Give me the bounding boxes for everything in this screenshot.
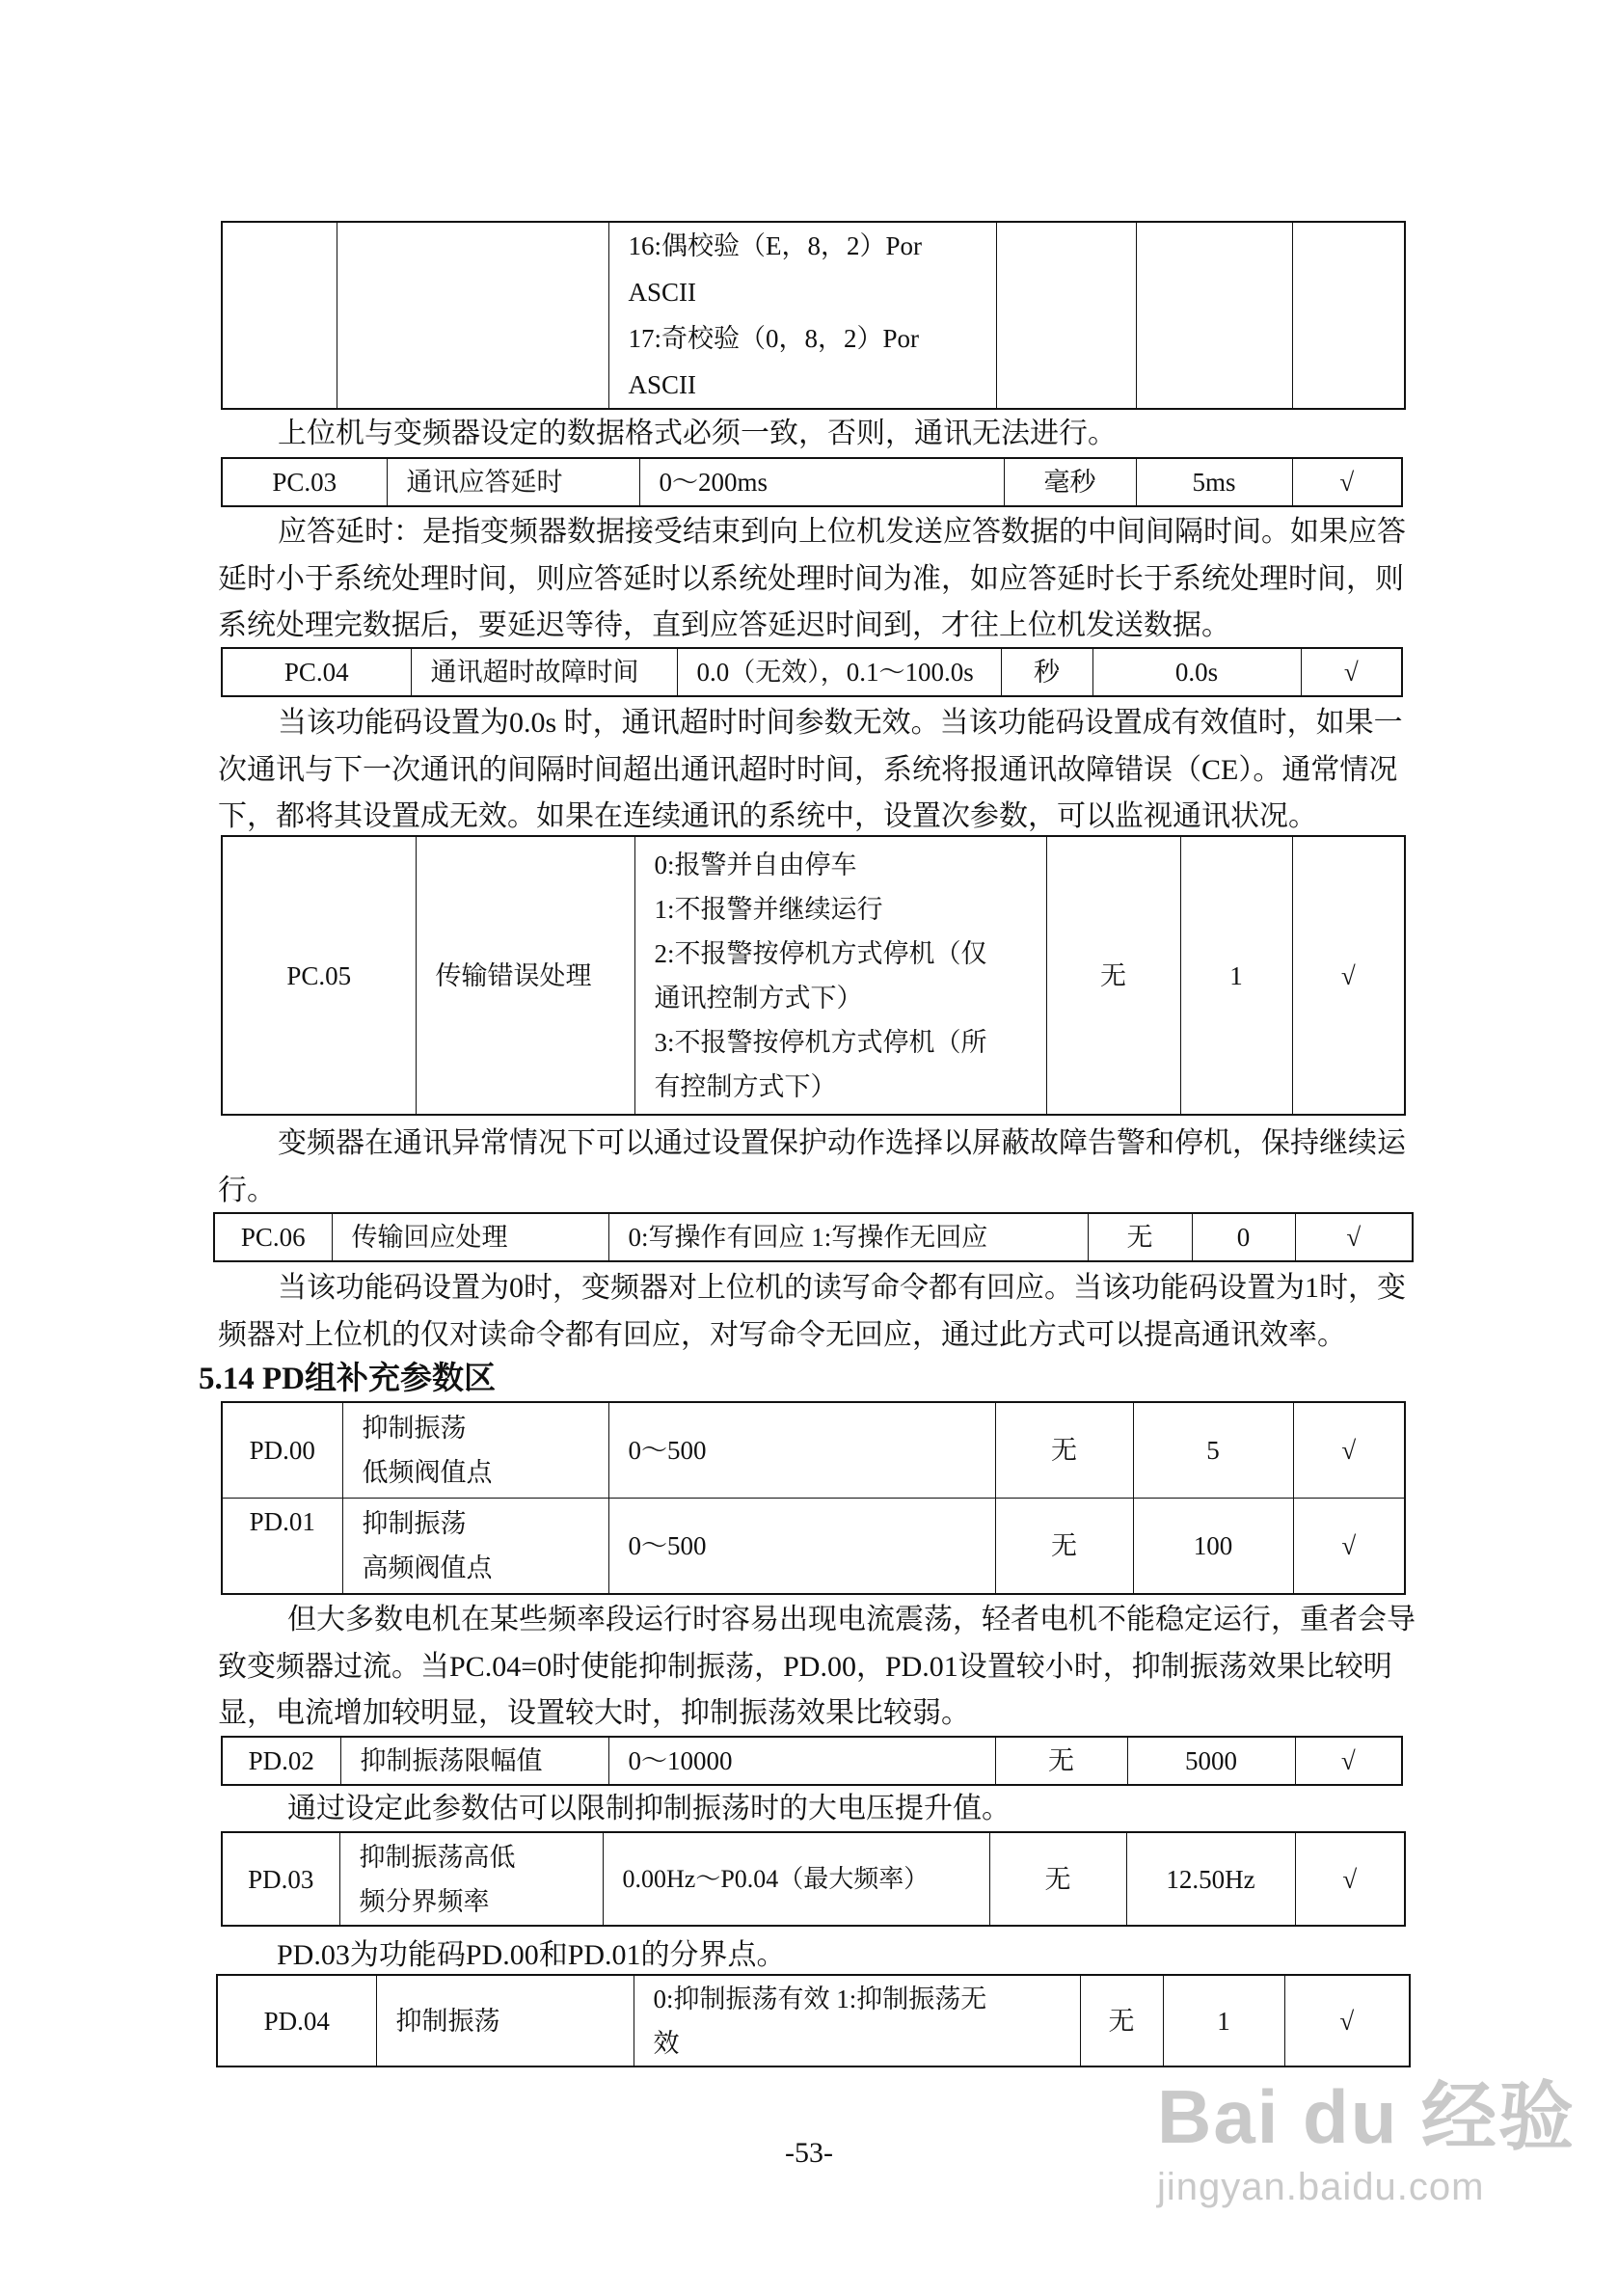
param-table-pc03 <box>221 457 1403 507</box>
text-line: 致变频器过流。当PC.04=0时使能抑制振荡，PD.00，PD.01设置较小时，抑制振荡效果比较明 <box>218 1650 1392 1683</box>
text-line: 变频器在通讯异常情况下可以通过设置保护动作选择以屏蔽故障告警和停机，保持继续运 <box>278 1127 1406 1159</box>
param-code: PC.03 <box>222 458 387 506</box>
param-code: PC.06 <box>214 1213 332 1261</box>
param-table-pc05 <box>221 835 1406 1116</box>
text-line: 上位机与变频器设定的数据格式必须一致，否则，通讯无法进行。 <box>278 418 1117 449</box>
param-range: 0～500 <box>608 1402 995 1498</box>
option-line: 1:不报警并继续运行 <box>654 894 883 924</box>
text-line: 当该功能码设置为0时，变频器对上位机的读写命令都有回应。当该功能码设置为1时，变 <box>278 1272 1406 1304</box>
param-range: 0.0（无效），0.1～100.0s <box>677 648 1001 696</box>
option-line: ASCII <box>628 278 697 307</box>
paragraph <box>218 1932 1406 1980</box>
param-code: PD.04 <box>217 1975 376 2066</box>
text-line: PD.03为功能码PD.00和PD.01的分界点。 <box>277 1939 786 1971</box>
paragraph <box>218 1786 1406 1833</box>
param-mark: √ <box>1295 1832 1405 1926</box>
param-default: 5 <box>1133 1402 1293 1498</box>
param-mark: √ <box>1293 1498 1405 1594</box>
param-mark: √ <box>1295 1737 1402 1785</box>
param-unit: 无 <box>995 1498 1133 1594</box>
cell-name <box>337 222 608 409</box>
param-code: PD.01 <box>222 1498 342 1594</box>
paragraph <box>218 411 1406 458</box>
param-unit: 无 <box>995 1737 1127 1785</box>
text-line: 应答延时：是指变频器数据接受结束到向上位机发送应答数据的中间间隔时间。如果应答 <box>278 516 1406 548</box>
param-default: 1 <box>1180 836 1292 1115</box>
param-table-pd03 <box>221 1831 1406 1927</box>
name-line: 低频阀值点 <box>362 1457 493 1487</box>
param-code: PD.03 <box>222 1832 339 1926</box>
param-name <box>342 1402 608 1498</box>
text-line: 但大多数电机在某些频率段运行时容易出现电流震荡，轻者电机不能稳定运行，重者会导 <box>287 1604 1416 1635</box>
name-line: 高频阀值点 <box>362 1553 493 1582</box>
param-name: 抑制振荡 <box>376 1975 634 2066</box>
param-range: 0～500 <box>608 1498 995 1594</box>
param-range: 0.00Hz～P0.04（最大频率） <box>603 1832 989 1926</box>
page-number: -53- <box>785 2137 833 2169</box>
param-default: 0 <box>1192 1213 1295 1261</box>
param-options <box>634 836 1046 1115</box>
cell-code <box>222 222 337 409</box>
param-table-pc04 <box>221 647 1403 697</box>
option-line: 通讯控制方式下） <box>654 983 863 1013</box>
param-code: PD.00 <box>222 1402 342 1498</box>
cell-mark <box>1292 222 1405 409</box>
option-line: 16:偶校验（E，8，2）Por <box>628 231 923 260</box>
param-code: PC.04 <box>222 648 411 696</box>
watermark-url: jingyan.baidu.com <box>1157 2166 1485 2208</box>
param-mark: √ <box>1284 1975 1410 2066</box>
param-unit: 无 <box>989 1832 1126 1926</box>
param-unit: 毫秒 <box>1004 458 1136 506</box>
param-mark: √ <box>1295 1213 1413 1261</box>
paragraph <box>218 509 1406 650</box>
param-unit: 秒 <box>1001 648 1092 696</box>
option-line: ASCII <box>628 370 697 399</box>
text-line: 通过设定此参数估可以限制抑制振荡时的大电压提升值。 <box>287 1793 1011 1824</box>
watermark-logo: Bai du 经验 <box>1157 2074 1577 2159</box>
param-unit: 无 <box>1088 1213 1192 1261</box>
param-name: 抑制振荡限幅值 <box>340 1737 608 1785</box>
cell-unit <box>996 222 1136 409</box>
param-default: 5000 <box>1127 1737 1295 1785</box>
param-mark: √ <box>1301 648 1402 696</box>
param-default: 100 <box>1133 1498 1293 1594</box>
param-unit: 无 <box>995 1402 1133 1498</box>
paragraph <box>218 700 1406 841</box>
text-line: 次通讯与下一次通讯的间隔时间超出通讯超时时间，系统将报通讯故障错误（CE）。通常情况 <box>218 753 1398 786</box>
text-line: 显，电流增加较明显，设置较大时，抑制振荡效果比较弱。 <box>218 1697 970 1729</box>
param-table-pd02 <box>221 1736 1403 1786</box>
paragraph <box>218 1265 1406 1359</box>
param-name: 通讯超时故障时间 <box>411 648 677 696</box>
name-line: 抑制振荡高低 <box>359 1842 516 1872</box>
param-table-pc06 <box>213 1212 1414 1262</box>
param-default: 12.50Hz <box>1126 1832 1295 1926</box>
param-unit: 无 <box>1080 1975 1163 2066</box>
paragraph <box>218 1597 1416 1738</box>
param-table-pd00-pd01 <box>221 1401 1406 1595</box>
param-range: 0:写操作有回应 1:写操作无回应 <box>608 1213 1088 1261</box>
param-mark: √ <box>1292 836 1405 1115</box>
param-name <box>342 1498 608 1594</box>
text-line: 当该功能码设置为0.0s 时，通讯超时时间参数无效。当该功能码设置成有效值时，如果一 <box>278 707 1403 739</box>
param-mark: √ <box>1292 458 1402 506</box>
text-line: 行。 <box>218 1174 276 1206</box>
name-line: 抑制振荡 <box>362 1413 467 1443</box>
param-default: 0.0s <box>1092 648 1301 696</box>
section-heading: 5.14 PD组补充参数区 <box>199 1362 496 1396</box>
text-line: 延时小于系统处理时间，则应答延时以系统处理时间为准，如应答延时长于系统处理时间，则 <box>218 562 1404 595</box>
param-name: 通讯应答延时 <box>387 458 639 506</box>
param-range: 0～200ms <box>639 458 1004 506</box>
param-unit: 无 <box>1046 836 1180 1115</box>
param-code: PC.05 <box>222 836 416 1115</box>
option-line: 效 <box>653 2028 680 2058</box>
text-line: 系统处理完数据后，要延迟等待，直到应答延迟时间到，才往上位机发送数据。 <box>218 609 1230 641</box>
option-line: 2:不报警按停机方式停机（仅 <box>654 938 987 968</box>
paragraph <box>218 1121 1406 1214</box>
param-table-pd04 <box>216 1974 1411 2067</box>
name-line: 频分界频率 <box>359 1886 490 1916</box>
name-line: 抑制振荡 <box>362 1508 467 1538</box>
option-line: 3:不报警按停机方式停机（所 <box>654 1027 987 1057</box>
param-range: 0～10000 <box>608 1737 995 1785</box>
text-line: 下，都将其设置成无效。如果在连续通讯的系统中，设置次参数，可以监视通讯状况。 <box>218 800 1317 832</box>
text-line: 频器对上位机的仅对读命令都有回应，对写命令无回应，通过此方式可以提高通讯效率。 <box>218 1318 1346 1351</box>
param-default: 5ms <box>1136 458 1292 506</box>
param-code: PD.02 <box>222 1737 340 1785</box>
param-range <box>634 1975 1080 2066</box>
cell-range <box>608 222 996 409</box>
param-name: 传输回应处理 <box>332 1213 608 1261</box>
option-line: 0:报警并自由停车 <box>654 850 857 879</box>
param-name <box>339 1832 603 1926</box>
option-line: 有控制方式下） <box>654 1071 837 1101</box>
cell-default <box>1136 222 1292 409</box>
param-default: 1 <box>1163 1975 1284 2066</box>
option-line: 17:奇校验（0，8，2）Por <box>628 324 920 353</box>
param-name: 传输错误处理 <box>416 836 634 1115</box>
option-line: 0:抑制振荡有效 1:抑制振荡无 <box>653 1984 987 2013</box>
param-mark: √ <box>1293 1402 1405 1498</box>
param-table-continuation <box>221 221 1406 410</box>
